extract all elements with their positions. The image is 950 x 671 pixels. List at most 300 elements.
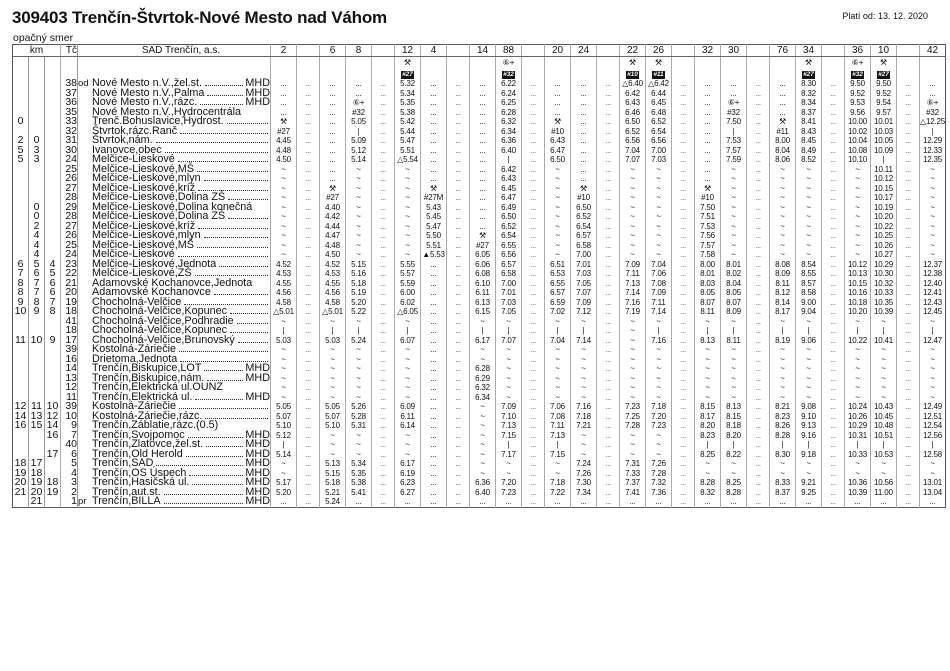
no-service-dots: ... [830,297,836,307]
no-service-dots: ... [905,88,911,98]
km-cell [29,364,45,374]
stop-name[interactable]: Trenčín,Hasičská ul. [92,476,190,488]
tariff-zone-cell: 31 [61,136,78,146]
km-cell: 14 [45,421,61,431]
dot-leader [238,342,268,343]
stop-name[interactable]: Trenčín,Elektrická ul. [92,390,193,403]
no-service-dots: ... [830,487,836,497]
stop-flag [78,459,93,469]
trip-number-header[interactable]: 6 [320,45,346,57]
stop-name[interactable]: Trenčín,Svojpomoc [92,428,185,441]
km-cell: 15 [29,421,45,431]
km-cell: 20 [29,488,45,498]
no-service-dots: ... [830,459,836,468]
trip-number-header[interactable]: 88 [496,45,522,57]
dot-leader [230,332,268,333]
trip-symbol-cell [597,57,620,69]
trip-symbol-cell [796,57,822,69]
trip-number-header[interactable]: 36 [845,45,871,57]
no-service-dots: ... [905,231,911,240]
no-service-dots: ... [905,383,911,392]
km-cell: 19 [45,488,61,498]
trip-number-header[interactable]: 8 [346,45,372,57]
stop-flag [78,431,93,441]
no-service-dots: ... [755,411,761,421]
no-service-dots: ... [530,79,536,88]
no-service-dots: ... [455,354,461,364]
empty-trip-column[interactable] [597,79,620,507]
dot-leader [164,494,244,495]
empty-trip-column[interactable] [897,79,920,507]
stop-flag [78,231,93,241]
trip-departures-column[interactable] [796,79,822,507]
stop-name[interactable]: Trenčín,OS Úspech [92,466,187,479]
no-service-dots: ... [530,250,536,259]
trip-number-header[interactable]: 42 [920,45,946,57]
stop-name[interactable]: Melčice-Lieskové,Dolina ZŠ [92,191,226,203]
stop-name[interactable]: Melčice-Lieskové,Jednota [92,257,217,270]
no-service-dots: ... [305,221,311,231]
no-service-dots: ... [455,155,461,164]
km-cell [45,345,61,355]
stop-name[interactable]: Štvrtok,rázc.Ranč [92,124,178,137]
tariff-zone-cell: 39 [61,345,78,355]
no-service-dots: ... [680,487,686,497]
stop-name[interactable]: Nové Mesto n.V.,žel.st. [92,77,203,89]
trip-number-header[interactable]: 10 [871,45,897,57]
trip-number-header[interactable] [597,45,620,57]
tariff-zone-cell: 22 [61,269,78,279]
no-service-dots: ... [305,402,311,411]
trip-departures-column[interactable] [470,79,496,507]
no-service-dots: ... [455,174,461,183]
trip-departures-column[interactable] [620,79,646,507]
no-service-dots: ... [305,459,311,468]
no-service-dots: ... [605,231,611,240]
no-service-dots: ... [530,212,536,221]
stop-name[interactable]: Melčice-Lieskové,mlyn [92,172,201,184]
trip-departure-times: ... ... ... ... ... ... ... ... ... ... ... ... ... ... ... ... ⚒ #27 6.05 6.06 6.08 6.10 6.11 6.13 6.15 ~ | 6.17 ~ ~ 6.28 6.29 6.32 6.34 ~ ~ ~ ~ ~ ~ ~ ~ 6.36 6.40 ... [475,79,490,506]
stop-name[interactable]: Trenčín,Záblatie,rázc.(0.5) [92,419,219,431]
no-service-dots: ... [380,155,386,164]
no-service-dots: ... [680,373,686,383]
trip-departures-column[interactable] [421,79,447,507]
no-service-dots: ... [380,326,386,335]
stop-name[interactable]: Nové Mesto n.V.,Hydrocentrála [92,105,242,118]
trip-symbol-cell [320,68,346,79]
mhd-label: MHD [245,447,270,460]
km-cell: 12 [45,412,61,422]
trip-departures-column[interactable] [346,79,372,507]
no-service-dots: ... [680,183,686,193]
stop-name[interactable]: Melčice-Lieskové,kríž [92,219,196,232]
stop-name[interactable]: Melčice-Lieskové,ZŠ [92,267,192,279]
no-service-dots: ... [305,326,311,335]
trip-symbol-cell [920,57,946,69]
trip-departures-column[interactable] [395,79,421,507]
stop-name[interactable]: Melčice-Lieskové [92,248,175,260]
empty-trip-column[interactable] [822,79,845,507]
stop-name[interactable]: Melčice-Lieskové,Dolina ZŠ [92,210,226,222]
trip-departure-times: ... ... ⑥+ #32 7.50 | 7.53 7.57 7.59 ~ ~ ~ ~ ~ ~ ~ ~ ~ ~ 8.01 8.02 8.04 8.05 8.07 8.09 ~ | 8.11 ~ ~ ~ ~ ~ ~ 8.13 8.15 8.18 8.20 | 8.22 ~ ~ 8.25 8.28 ... [726,79,741,506]
tariff-zone-cell: 40 [61,440,78,450]
stop-name[interactable]: Trenčín,BILLA [92,495,161,507]
no-service-dots: ... [905,307,911,316]
no-service-dots: ... [905,326,911,335]
tariff-zone-cell: 13 [61,374,78,384]
km-cell: 6 [45,279,61,289]
no-service-dots: ... [755,449,761,459]
trip-symbol-cell [770,68,796,79]
stop-name[interactable]: Trenčín,aut.st. [92,485,161,498]
no-service-dots: ... [905,107,911,117]
no-service-dots: ... [605,288,611,297]
no-service-dots: ... [530,468,536,478]
restriction-code-icon: #32 [503,71,514,78]
trip-departures-column[interactable] [545,79,571,507]
km-cell [29,383,45,393]
no-service-dots: ... [605,88,611,98]
no-service-dots: ... [530,430,536,440]
no-service-dots: ... [905,497,911,506]
stop-flag [78,117,93,127]
stop-name[interactable]: Melčice-Lieskové [92,153,175,165]
stop-name[interactable]: Nové Mesto n.V.,rázc. [92,96,198,108]
trip-departures-column[interactable] [571,79,597,507]
trip-number-header[interactable] [822,45,845,57]
trip-departures-column[interactable] [845,79,871,507]
stop-flag [78,127,93,137]
km-cell [45,317,61,327]
stop-flag [78,469,93,479]
km-cell: 4 [29,241,45,251]
km-cell: 0 [29,203,45,213]
no-service-dots: ... [905,288,911,297]
km-cell [13,79,29,89]
trip-number-header[interactable] [372,45,395,57]
no-service-dots: ... [830,316,836,326]
no-service-dots: ... [680,107,686,117]
no-service-dots: ... [605,221,611,231]
trip-symbol-cell [470,57,496,69]
tariff-zone-cell: 3 [61,478,78,488]
stop-name[interactable]: Melčice-Lieskové,MŠ [92,238,195,251]
km-cell [13,193,29,203]
trip-symbol-cell [271,57,297,69]
stop-name[interactable]: Kostolná-Záriečie,rázc. [92,409,203,422]
no-service-dots: ... [530,221,536,231]
stop-flag [78,412,93,422]
saturday-holiday-icon: ⑥+ [502,58,515,67]
trip-symbol-cell [571,68,597,79]
no-service-dots: ... [905,402,911,411]
trip-departures-column[interactable] [770,79,796,507]
tc-header: Tč [61,45,78,57]
km-cell: 13 [29,412,45,422]
trip-symbol-cell [747,68,770,79]
dot-leader [219,266,268,267]
trip-departures-column[interactable] [871,79,897,507]
no-service-dots: ... [755,174,761,183]
no-service-dots: ... [305,392,311,402]
tariff-zone-cell: 18 [61,326,78,336]
trip-number-header[interactable]: 4 [421,45,447,57]
stop-name[interactable]: Trenčín,Elektrická ul.OUNZ [92,381,223,393]
no-service-dots: ... [380,411,386,421]
dot-leader [189,475,243,476]
no-service-dots: ... [380,231,386,240]
km-cell: 5 [45,269,61,279]
no-service-dots: ... [905,449,911,459]
stop-name[interactable]: Trenčín,Biskupice,LOT [92,362,202,374]
no-service-dots: ... [380,88,386,98]
no-service-dots: ... [530,174,536,183]
blank-cell [29,68,45,79]
empty-trip-column[interactable] [522,79,545,507]
no-service-dots: ... [605,440,611,449]
trip-departure-times: ... ... ... ... ... ... ... ... ... ... ... ⚒ #10 7.50 7.51 7.53 7.56 7.57 7.58 8.00 8.01 8.03 8.05 8.07 8.11 ~ | 8.13 ~ ~ ~ ~ ~ ~ 8.15 8.17 8.20 8.23 | 8.25 ~ ~ 8.28 8.32 ... [700,79,715,506]
stop-name[interactable]: Chocholná-Velčice,Kopunec [92,305,228,317]
km-cell: 4 [29,231,45,241]
no-service-dots: ... [830,221,836,231]
no-service-dots: ... [455,136,461,145]
empty-trip-column[interactable] [372,79,395,507]
trip-number-header[interactable]: 14 [470,45,496,57]
km-cell: 18 [45,478,61,488]
stop-name[interactable]: Kostolná-Záriečie [92,343,177,355]
no-service-dots: ... [605,212,611,221]
valid-from: Platí od: 13. 12. 2020 [842,11,928,21]
trip-departures-column[interactable] [320,79,346,507]
no-service-dots: ... [530,487,536,497]
trip-symbol-cell [695,57,721,69]
no-service-dots: ... [455,392,461,402]
stop-flag [78,279,93,289]
stop-flag [78,222,93,232]
km-cell: 5 [13,155,29,165]
no-service-dots: ... [905,269,911,278]
km-cell: 5 [29,260,45,270]
workday-icon: ⚒ [628,58,637,67]
trip-number-header[interactable]: 22 [620,45,646,57]
km-cell: 4 [29,250,45,260]
no-service-dots: ... [755,136,761,145]
no-service-dots: ... [455,145,461,155]
no-service-dots: ... [755,221,761,231]
stop-name[interactable]: Štvrtok,nám. [92,134,153,146]
km-cell [13,165,29,175]
no-service-dots: ... [380,316,386,326]
trip-symbol-cell [545,57,571,69]
restriction-code-icon: #27 [402,71,413,78]
stop-flag [78,165,93,175]
no-service-dots: ... [605,117,611,126]
trip-number-header[interactable]: 24 [571,45,597,57]
stop-name[interactable]: Melčice-Lieskové,MŠ [92,162,195,175]
trip-number-header[interactable] [747,45,770,57]
km-cell [45,174,61,184]
stop-name[interactable]: Trenčín,Zlatovce,žel.st. [92,438,204,450]
mhd-label: MHD [245,86,270,99]
trip-departure-times: 9.50 9.52 9.53 9.56 10.00 10.02 10.04 10.08 10.10 ~ ~ ~ ~ ~ ~ ~ ~ ~ ~ 10.12 10.13 10.15 10.16 10.18 10.20 ~ | 10.22 ~ ~ ~ ~ ~ ~ 10.24 10.26 10.29 10.31 | 10.33 ~ ~ 10.36 10.39 ... [847,79,868,506]
stop-flag [78,174,93,184]
tariff-zone-cell: 2 [61,488,78,498]
no-service-dots: ... [680,354,686,364]
no-service-dots: ... [530,392,536,402]
trip-symbol-cell [346,68,372,79]
trip-symbol-cell [721,57,747,69]
trip-number-header[interactable] [447,45,470,57]
stop-name[interactable]: Drietoma,Jednota [92,352,178,365]
trip-number-header[interactable]: 2 [271,45,297,57]
no-service-dots: ... [680,202,686,212]
no-service-dots: ... [380,212,386,221]
no-service-dots: ... [305,259,311,269]
stop-name[interactable]: Chocholná-Velčice [92,295,182,308]
trip-symbol-cell [447,68,470,79]
stop-name[interactable]: Chocholná-Velčice,Podhradie [92,314,234,327]
stop-name[interactable]: Trenčín,Old Herold [92,447,183,460]
trip-number-header[interactable]: 76 [770,45,796,57]
no-service-dots: ... [830,240,836,250]
no-service-dots: ... [305,79,311,88]
stop-name[interactable]: Chocholná-Velčice,Kopunec [92,324,228,336]
stop-flag [78,241,93,251]
km-cell: 16 [13,421,29,431]
no-service-dots: ... [305,193,311,202]
no-service-dots: ... [680,117,686,126]
no-service-dots: ... [380,402,386,411]
no-service-dots: ... [680,326,686,335]
trip-number-header[interactable]: 32 [695,45,721,57]
km-cell: 3 [29,155,45,165]
stop-flag [78,478,93,488]
no-service-dots: ... [755,307,761,316]
no-service-dots: ... [605,487,611,497]
km-cell [45,231,61,241]
no-service-dots: ... [830,402,836,411]
stop-name[interactable]: Adamovské Kochanovce,Jednota [92,276,253,289]
stop-name-cell[interactable] [92,497,271,507]
stop-flag [78,98,93,108]
no-service-dots: ... [530,297,536,307]
no-service-dots: ... [680,240,686,250]
trip-departures-column[interactable] [271,79,297,507]
stop-name[interactable]: Trenčín,Biskupice,nám. [92,371,205,384]
trip-departures-column[interactable] [920,79,946,507]
km-cell [45,364,61,374]
empty-trip-column[interactable] [672,79,695,507]
trip-departures-column[interactable] [721,79,747,507]
no-service-dots: ... [605,174,611,183]
dot-leader [206,446,243,447]
trip-number-header[interactable] [672,45,695,57]
trip-number-header[interactable]: 12 [395,45,421,57]
no-service-dots: ... [530,478,536,487]
stop-name[interactable]: Melčice-Lieskové,kríž [92,181,196,194]
no-service-dots: ... [680,145,686,155]
trip-number-header[interactable] [297,45,320,57]
trip-departures-column[interactable] [646,79,672,507]
no-service-dots: ... [530,231,536,240]
stop-name[interactable]: Kostolná-Záriečie [92,400,177,412]
trip-number-header[interactable]: 30 [721,45,747,57]
empty-trip-column[interactable] [297,79,320,507]
no-service-dots: ... [605,107,611,117]
restriction-code-icon: #11 [653,71,664,78]
no-service-dots: ... [830,345,836,354]
empty-trip-column[interactable] [447,79,470,507]
stop-flag [78,307,93,317]
trip-number-header[interactable] [897,45,920,57]
no-service-dots: ... [905,373,911,383]
no-service-dots: ... [680,364,686,373]
trip-departures-column[interactable] [496,79,522,507]
no-service-dots: ... [605,478,611,487]
km-cell [13,212,29,222]
stop-name[interactable]: Ivanovce,obec [92,143,162,156]
stop-name[interactable]: Nové Mesto n.V.,Palma [92,86,205,99]
no-service-dots: ... [305,240,311,250]
trip-number-header[interactable]: 34 [796,45,822,57]
stop-name[interactable]: Adamovské Kochanovce [92,286,211,298]
trip-symbol-cell [620,57,646,69]
dot-leader [204,370,243,371]
tariff-zone-cell: 17 [61,336,78,346]
trip-symbol-cell [672,68,695,79]
stop-name[interactable]: Melčice-Lieskové,mlyn [92,229,201,241]
no-service-dots: ... [455,126,461,136]
no-service-dots: ... [530,278,536,288]
no-service-dots: ... [605,364,611,373]
workday-icon: ⚒ [654,58,663,67]
no-service-dots: ... [305,183,311,193]
symbol-row [13,57,946,69]
no-service-dots: ... [905,440,911,449]
timetable-title: 309403 Trenčín-Štvrtok-Nové Mesto nad Váhom [12,8,387,27]
no-service-dots: ... [755,345,761,354]
no-service-dots: ... [755,402,761,411]
trip-number-header[interactable]: 26 [646,45,672,57]
tariff-zone-cell: 37 [61,89,78,99]
km-cell: 18 [13,459,29,469]
no-service-dots: ... [755,392,761,402]
no-service-dots: ... [305,288,311,297]
no-service-dots: ... [905,354,911,364]
no-service-dots: ... [530,440,536,449]
empty-trip-column[interactable] [747,79,770,507]
stop-name[interactable]: Melčice-Lieskové,Dolina konečná [92,200,253,213]
km-cell: 7 [45,298,61,308]
trip-number-header[interactable] [522,45,545,57]
stop-name[interactable]: Trenčín,SAD [92,457,154,469]
dot-leader [237,323,268,324]
mhd-label: MHD [245,390,270,403]
trip-departures-column[interactable] [695,79,721,507]
no-service-dots: ... [830,278,836,288]
stop-name[interactable]: Chocholná-Velčice,Brunovský [92,333,235,346]
stop-name[interactable]: Trenč.Bohuslavice,Hydrost. [92,115,224,127]
trip-departure-times: ... ... ... ... ⚒ #11 8.00 8.04 8.06 ~ ~ ~ ~ ~ ~ ~ ~ ~ ~ 8.08 8.09 8.11 8.12 8.14 8.17 ~ | 8.19 ~ ~ ~ ~ ~ ~ 8.21 8.23 8.26 8.28 | 8.30 ~ ~ 8.33 8.37 ... [775,79,790,506]
no-service-dots: ... [680,269,686,278]
restriction-code-icon: #32 [852,71,863,78]
flag-header [78,45,93,57]
no-service-dots: ... [380,478,386,487]
stop-flag [78,336,93,346]
no-service-dots: ... [605,316,611,326]
no-service-dots: ... [455,487,461,497]
trip-number-header[interactable]: 20 [545,45,571,57]
